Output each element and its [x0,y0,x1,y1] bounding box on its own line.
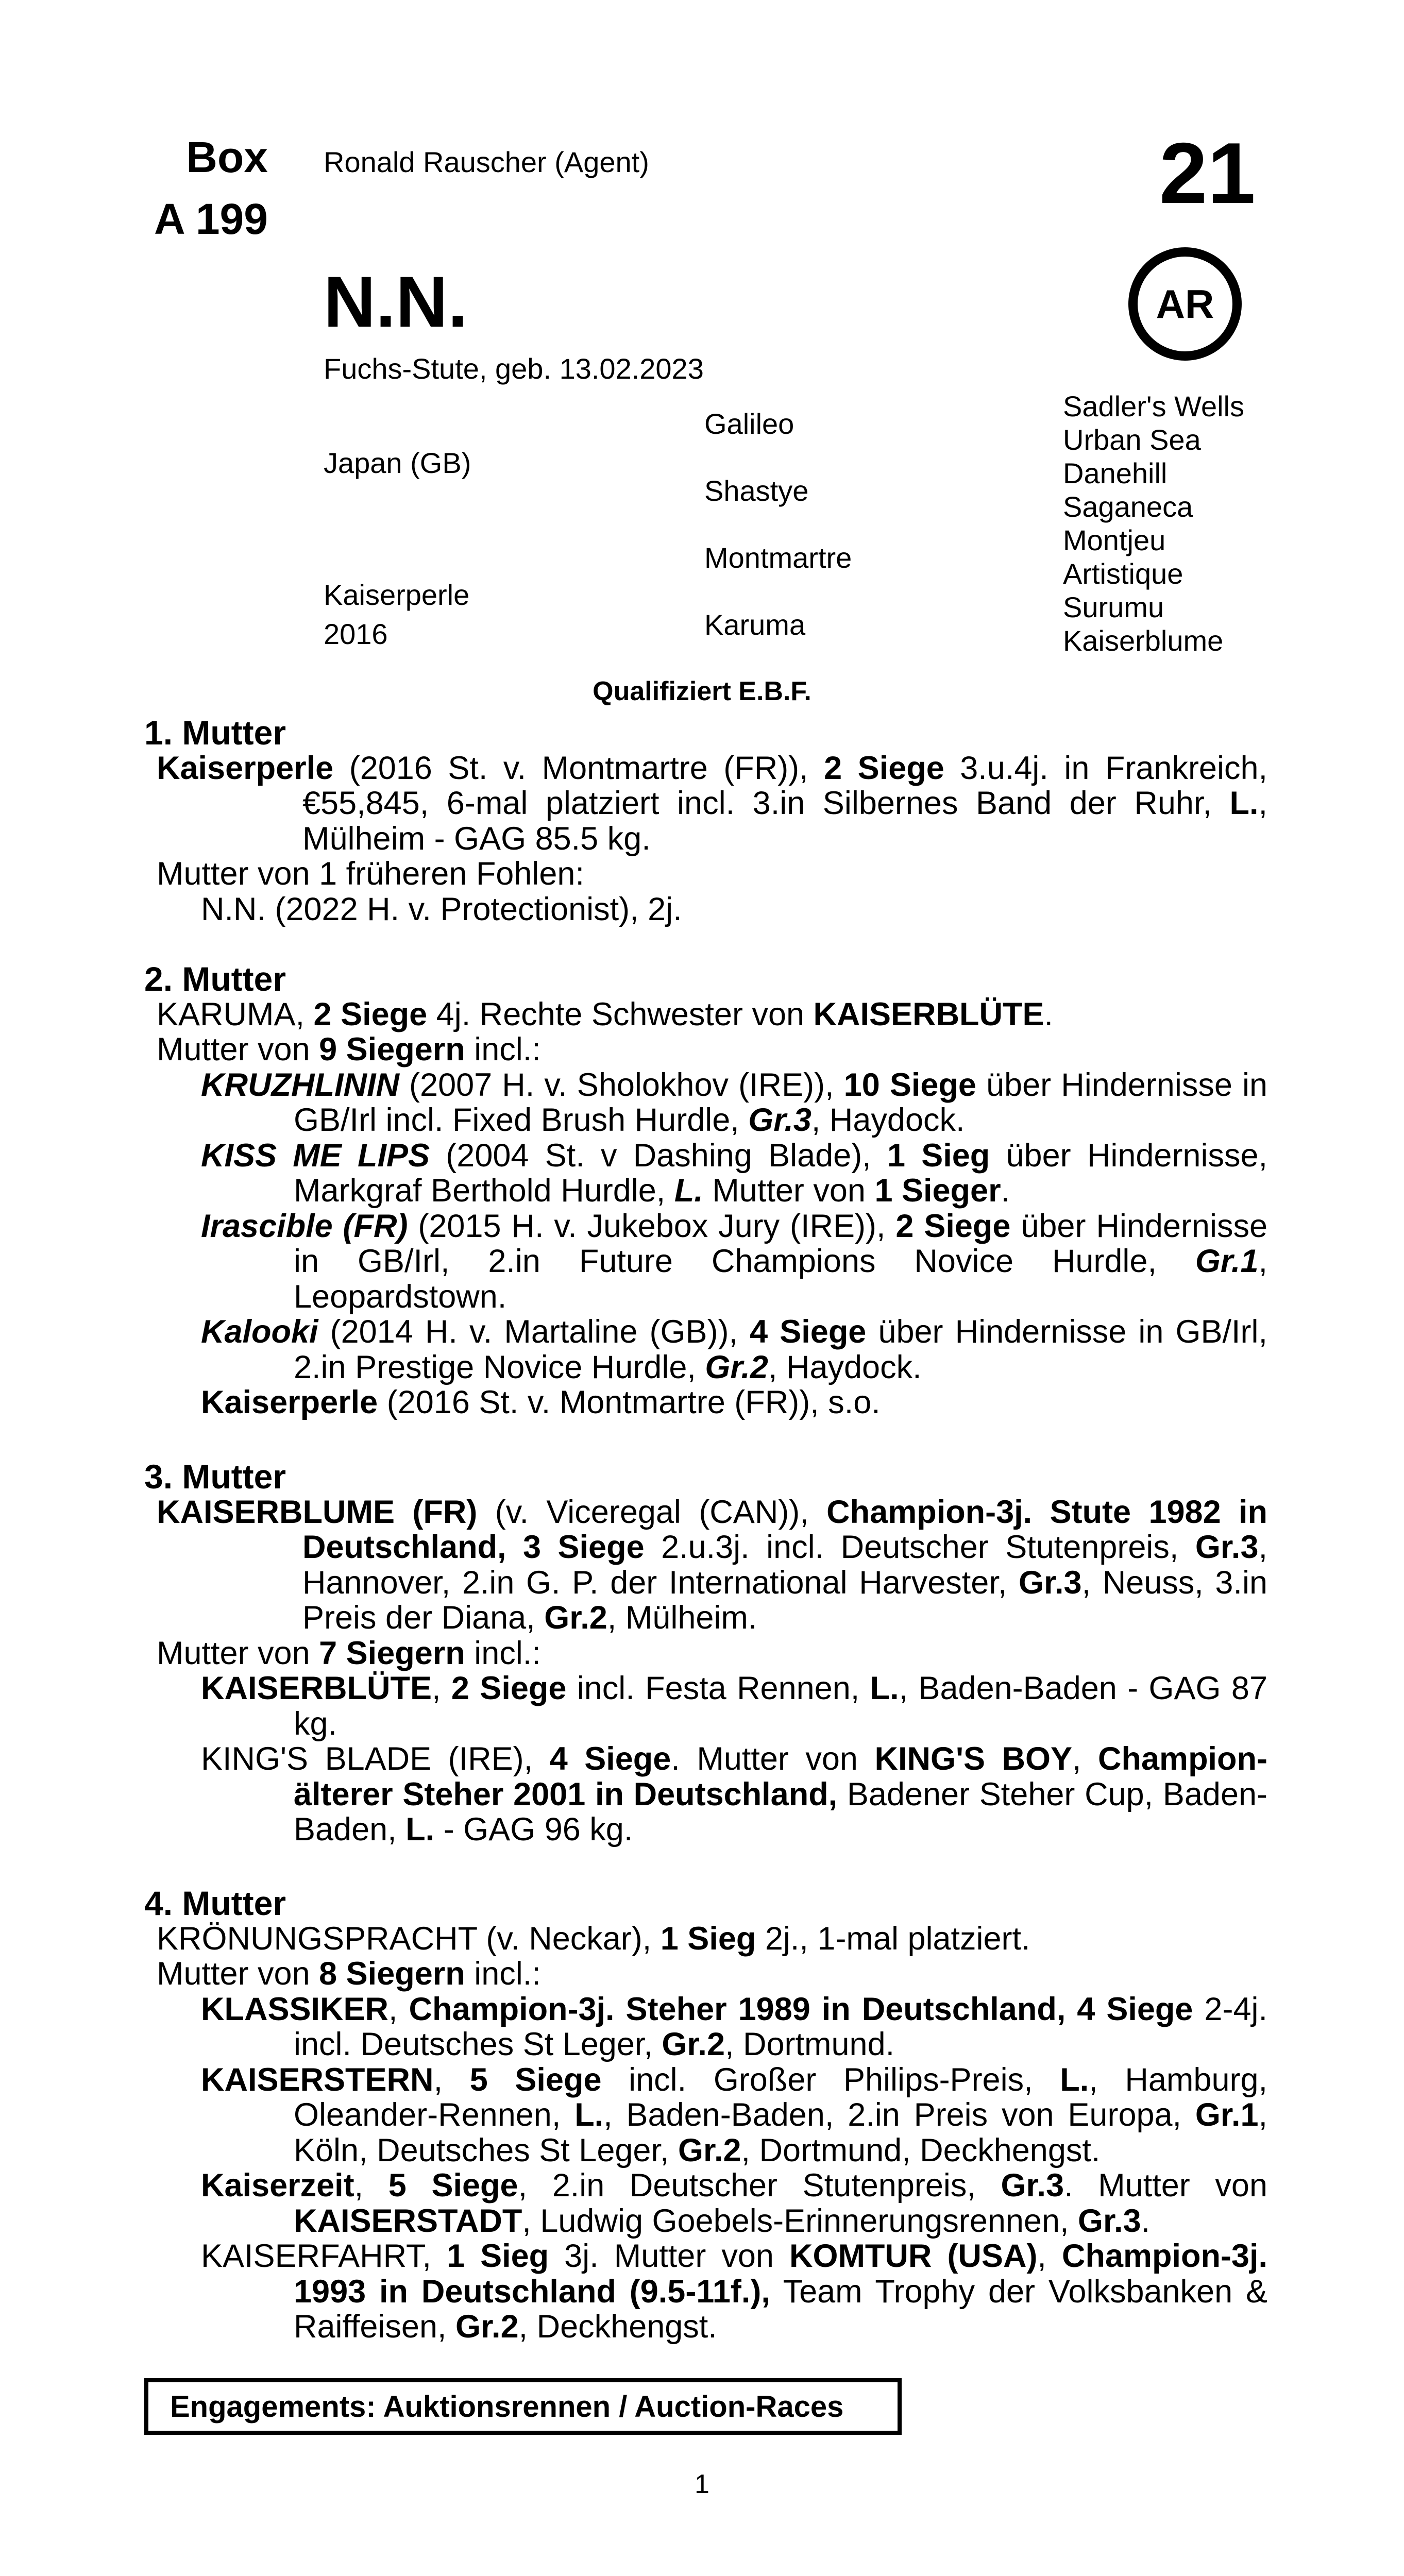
bold-text-segment: Irascible (FR) [201,1208,408,1244]
bold-text-segment: L. [574,2097,604,2133]
text-segment: über Hindernisse in GB/Irl, 2.in Future Champions Novice Hurdle, [294,1208,1268,1279]
text-segment: über Hindernisse in GB/Irl incl. Fixed Brush Hurdle, [294,1066,1267,1138]
text-segment: Badener Steher Cup, Baden-Baden, [294,1776,1267,1848]
bold-text-segment: 2 Siege [451,1670,567,1706]
bold-text-segment: KAISERBLUME (FR) [157,1494,478,1530]
text-segment: (2014 H. v. Martaline (GB)), [318,1314,750,1350]
bold-text-segment: Kaiserperle [201,1384,378,1420]
text-segment: KAISERFAHRT, [201,2238,447,2274]
first-dam-section [144,715,1267,927]
bold-text-segment: Gr.2 [705,1349,768,1385]
text-segment: KARUMA, [157,996,314,1032]
bold-text-segment: 1 Sieger [874,1173,1001,1209]
bold-text-segment: Champion-älterer Steher 2001 in Deutschland, [294,1741,1267,1812]
lot-number: 21 [1159,125,1256,222]
bold-text-segment: 5 Siege [469,2061,602,2098]
bold-text-segment: Gr.1 [1195,2097,1259,2133]
text-segment: Mutter von [703,1173,875,1209]
bold-text-segment: 2 Siege [895,1208,1011,1244]
text-segment: , [354,2167,388,2204]
text-segment: , Ludwig Goebels-Erinnerungsrennen, [522,2202,1078,2239]
text-segment: 2-4j. incl. Deutsches St Leger, [294,1991,1267,2062]
text-segment: incl.: [465,1635,541,1671]
pedigree-great-grandparent: Artistique [1063,557,1183,590]
pedigree-great-grandparent: Montjeu [1063,524,1166,556]
third-dam-section [144,1459,1267,1848]
text-segment: - GAG 96 kg. [434,1811,633,1848]
text-segment: 3.u.4j. in Frankreich, €55,845, 6-mal platziert incl. 3.in Silbernes Band der Ruhr, [302,750,1268,821]
bold-text-segment: 8 Siegern [319,1956,465,1992]
text-segment: , 2.in Deutscher Stutenpreis, [518,2167,1001,2204]
offspring-entry [144,1067,1267,1138]
text-segment: , Mülheim - GAG 85.5 kg. [302,785,1267,857]
text-segment: 3j. Mutter von [549,2238,789,2274]
bold-text-segment: KAISERSTERN [201,2061,434,2098]
bold-text-segment: Gr.3 [1078,2202,1141,2239]
text-segment: . [1141,2202,1151,2239]
text-segment: KING'S BLADE (IRE), [201,1741,550,1777]
section-title: 2. Mutter [144,960,286,998]
pedigree-great-grandparent: Kaiserblume [1063,624,1224,657]
ar-badge [1128,247,1242,361]
bold-text-segment: Gr.3 [1195,1529,1259,1565]
text-segment: (2004 St. v Dashing Blade), [430,1137,887,1174]
bold-text-segment: L. [1060,2061,1089,2098]
dam-entry [144,751,1267,857]
text-segment: , [432,1670,451,1706]
engagements-text: Engagements: Auktionsrennen / Auction-Races [170,2389,844,2424]
produce-entry: N.N. (2022 H. v. Protectionist), 2j. [201,891,682,927]
section-title: 3. Mutter [144,1458,286,1496]
text-segment: (2016 St. v. Montmartre (FR)), [333,750,824,786]
text-segment: . [1044,996,1054,1032]
pedigree-grandparent: Karuma [704,608,806,641]
text-segment: . [1001,1173,1010,1209]
box-label: Box [186,133,268,181]
fourth-dam-section [144,1886,1267,2345]
text-segment: (v. Viceregal (CAN)), [477,1494,827,1530]
text-segment: , [1037,2238,1062,2274]
text-segment: Mutter von [157,1956,319,1992]
offspring-entry [144,2062,1267,2168]
pedigree-great-grandparent: Surumu [1063,591,1164,623]
bold-text-segment: Gr.2 [662,2026,725,2062]
text-segment: (2007 H. v. Sholokhov (IRE)), [399,1066,844,1103]
offspring-list [144,1067,1267,1420]
bold-text-segment: L. [405,1811,435,1848]
text-segment: , Mülheim. [607,1600,757,1636]
pedigree-dam: Kaiserperle [324,579,470,611]
text-segment: (2015 H. v. Jukebox Jury (IRE)), [408,1208,896,1244]
bold-text-segment: Gr.3 [748,1102,811,1138]
qualification-note: Qualifiziert E.B.F. [593,676,811,706]
pedigree-great-grandparent: Urban Sea [1063,423,1201,456]
text-segment: , Köln, Deutsches St Leger, [294,2097,1268,2168]
text-segment: Mutter von [157,1031,319,1067]
bold-text-segment: 9 Siegern [319,1031,465,1067]
text-segment: incl. Festa Rennen, [566,1670,870,1706]
bold-text-segment: 1 Sieg [447,2238,549,2274]
bold-text-segment: 10 Siege [843,1066,976,1103]
text-segment: KRÖNUNGSPRACHT (v. Neckar), [157,1920,661,1957]
text-segment: , [1072,1741,1098,1777]
text-segment: (2016 St. v. Montmartre (FR)), s.o. [378,1384,881,1420]
text-segment: , Dortmund. [724,2026,895,2062]
produce-intro: Mutter von 1 früheren Fohlen: [157,856,584,892]
dam-entry [144,1495,1267,1636]
offspring-entry [144,1671,1267,1741]
offspring-entry [144,2168,1267,2239]
engagements-box [144,2378,902,2435]
text-segment: Team Trophy der Volksbanken & Raiffeisen, [294,2273,1268,2345]
text-segment: , Deckhengst. [518,2309,717,2345]
second-dam-section [144,961,1267,1420]
offspring-list [144,1992,1267,2345]
offspring-entry [144,1992,1267,2062]
horse-description: Fuchs-Stute, geb. 13.02.2023 [324,352,704,385]
text-segment: , Hannover, 2.in G. P. der International Harvester, [302,1529,1267,1601]
dam-entry [144,1921,1267,1957]
text-segment: , Haydock. [768,1349,922,1385]
bold-text-segment: 2 Siege [313,996,428,1032]
offspring-entry [144,1314,1267,1385]
text-segment: über Hindernisse in GB/Irl, 2.in Prestige Novice Hurdle, [294,1314,1267,1385]
bold-text-segment: Kaiserzeit [201,2167,354,2204]
section-title: 4. Mutter [144,1884,286,1922]
bold-text-segment: KOMTUR (USA) [789,2238,1038,2274]
offspring-entry [144,2239,1267,2345]
bold-text-segment: 5 Siege [388,2167,518,2204]
text-segment: . Mutter von [671,1741,875,1777]
text-segment: incl.: [465,1031,541,1067]
text-segment: Mutter von [157,1635,319,1671]
text-segment: über Hindernisse, Markgraf Berthold Hurdle, [294,1137,1268,1209]
pedigree-grandparent: Shastye [704,474,809,507]
text-segment: incl.: [465,1956,541,1992]
bold-text-segment: KAISERSTADT [294,2202,522,2239]
text-segment: , Hamburg, Oleander-Rennen, [294,2061,1268,2133]
offspring-intro [144,1032,1267,1067]
bold-text-segment: 4 Siege [750,1314,867,1350]
bold-text-segment: 4 Siege [549,1741,671,1777]
bold-text-segment: KISS ME LIPS [201,1137,430,1174]
bold-text-segment: Gr.3 [1018,1564,1082,1601]
offspring-entry [144,1138,1267,1209]
offspring-list [144,1671,1267,1848]
bold-text-segment: KAISERBLÜTE [813,996,1044,1032]
page-number: 1 [695,2469,709,2499]
dam-entry [144,997,1267,1032]
text-segment: , [433,2061,470,2098]
text-segment: , Baden-Baden, 2.in Preis von Europa, [603,2097,1195,2133]
bold-text-segment: L. [870,1670,899,1706]
bold-text-segment: 2 Siege [824,750,944,786]
bold-text-segment: Gr.2 [455,2309,519,2345]
offspring-entry [144,1385,1267,1420]
bold-text-segment: Gr.2 [678,2132,741,2168]
offspring-entry [144,1209,1267,1315]
pedigree-sire: Japan (GB) [324,447,471,479]
bold-text-segment: Champion-3j. 1993 in Deutschland (9.5-11f.), [294,2238,1267,2310]
text-segment: incl. Großer Philips-Preis, [601,2061,1060,2098]
pedigree-great-grandparent: Sadler's Wells [1063,390,1244,422]
section-title: 1. Mutter [144,714,286,752]
pedigree-grandparent: Galileo [704,408,794,440]
bold-text-segment: 1 Sieg [660,1920,756,1957]
text-segment: . Mutter von [1064,2167,1267,2204]
horse-name: N.N. [324,261,468,342]
offspring-intro [144,1956,1267,1992]
text-segment: , [388,1991,409,2027]
bold-text-segment: Gr.1 [1195,1243,1259,1279]
pedigree-great-grandparent: Danehill [1063,457,1168,489]
bold-text-segment: KING'S BOY [874,1741,1073,1777]
bold-text-segment: KRUZHLININ [201,1066,399,1103]
pedigree-great-grandparent: Saganeca [1063,490,1193,523]
offspring-entry [144,1741,1267,1848]
bold-text-segment: Gr.2 [544,1600,607,1636]
bold-text-segment: L. [674,1173,703,1209]
bold-text-segment: KAISERBLÜTE [201,1670,432,1706]
bold-text-segment: 1 Sieg [887,1137,990,1174]
box-number: A 199 [154,195,268,243]
bold-text-segment: L. [1229,785,1259,821]
text-segment: , Neuss, 3.in Preis der Diana, [302,1564,1267,1636]
bold-text-segment: KLASSIKER [201,1991,389,2027]
bold-text-segment: 7 Siegern [319,1635,465,1671]
text-segment: 2.u.3j. incl. Deutscher Stutenpreis, [644,1529,1195,1565]
bold-text-segment: Kaiserperle [157,750,334,786]
text-segment: , Leopardstown. [294,1243,1267,1315]
text-segment: , Dortmund, Deckhengst. [741,2132,1101,2168]
text-segment: 2j., 1-mal platziert. [756,1920,1030,1957]
bold-text-segment: Kalooki [201,1314,318,1350]
text-segment: 4j. Rechte Schwester von [427,996,814,1032]
agent-name: Ronald Rauscher (Agent) [324,146,649,178]
pedigree-dam-year: 2016 [324,618,388,650]
text-segment: , Haydock. [811,1102,965,1138]
bold-text-segment: Gr.3 [1001,2167,1064,2204]
bold-text-segment: Champion-3j. Steher 1989 in Deutschland, 4 Siege [409,1991,1193,2027]
bold-text-segment: Champion-3j. Stute 1982 in Deutschland, 3 Siege [302,1494,1267,1565]
offspring-intro [144,1636,1267,1671]
text-segment: , Baden-Baden - GAG 87 kg. [294,1670,1267,1742]
pedigree-grandparent: Montmartre [704,541,852,574]
ar-badge-text: AR [1156,281,1214,327]
